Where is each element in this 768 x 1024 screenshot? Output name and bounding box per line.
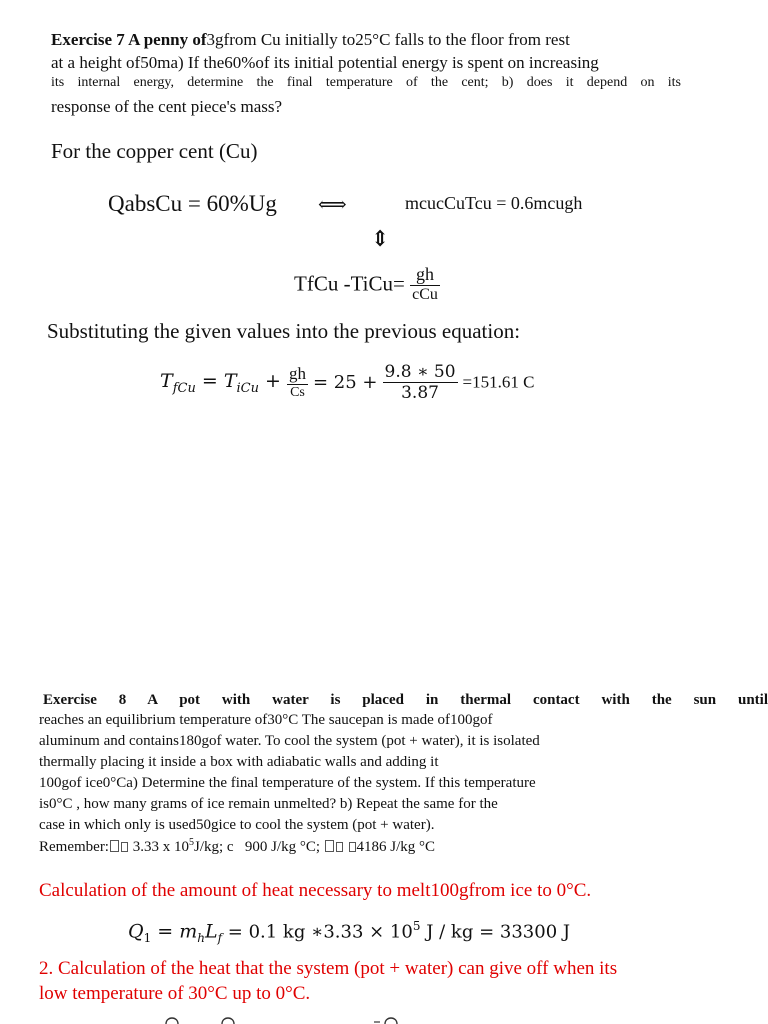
ex7-title: Exercise 7 A penny of: [51, 30, 207, 49]
remember-exponent: 5: [188, 837, 194, 848]
eq1-arrow: ⟺: [318, 194, 347, 216]
q1-L: L: [204, 920, 218, 943]
ex8-line4: thermally placing it inside a box with adiabatic walls and adding it: [39, 754, 439, 770]
q1-equation: [128, 919, 570, 945]
eq3-icu: iCu: [236, 380, 259, 396]
eq3-fraction1: [287, 364, 308, 401]
remember-label: Remember:: [39, 839, 109, 855]
calc-heading-1: Calculation of the amount of heat necessary to melt100gfrom ice to 0°C.: [39, 880, 592, 901]
eq2-left: TfCu -TiCu=: [294, 271, 405, 296]
eq3-lhs: [160, 369, 287, 396]
ex7-substituting: Substituting the given values into the previous equation:: [47, 319, 521, 343]
ex7-subheading: For the copper cent (Cu): [51, 139, 258, 163]
ex7-line1-text: 3gfrom Cu initially to25°C falls to the floor from rest: [206, 30, 570, 49]
eq2-denominator: cCu: [412, 286, 438, 303]
eq3-denominator1: Cs: [290, 385, 305, 400]
ex8-line3: aluminum and contains180gof water. To cool the system (pot + water), it is isolated: [39, 733, 540, 749]
missing-glyph-icon: [121, 842, 128, 852]
q1-m: m: [179, 920, 198, 943]
ex7-line4: response of the cent piece's mass?: [51, 97, 283, 116]
q1-rest2: J / kg = 33300 J: [420, 921, 571, 943]
eq3-plus: +: [259, 369, 287, 392]
q1-eq: =: [151, 920, 180, 943]
eq3-result: =151.61 C: [462, 372, 535, 392]
eq2-numerator: gh: [410, 264, 440, 286]
eq3-equals: =: [195, 369, 224, 392]
missing-glyph-icon: [110, 840, 119, 852]
down-arrow-icon: ⇕: [371, 226, 390, 251]
ex8-remember: [39, 837, 435, 856]
ex7-line1: [51, 30, 570, 50]
q1-sup: 5: [412, 919, 421, 933]
eq3-numerator2: 9.8 ∗ 50: [384, 362, 456, 382]
calc-heading-2-line2: low temperature of 30°C up to 0°C.: [39, 983, 311, 1004]
q1-h: h: [197, 931, 205, 946]
eq1-right: mcucCuTcu = 0.6mcugh: [405, 193, 583, 213]
q1-rest1: = 0.1 kg ∗3.33 × 10: [222, 921, 413, 943]
eq3-T: T: [160, 369, 173, 392]
ex7-line3: its internal energy, determine the final temperature of the cent; b) does it depend on its: [51, 75, 681, 90]
ex8-line1: Exercise 8 A pot with water is placed in thermal contact with the sun until: [43, 692, 768, 708]
remember-unit: J/kg; c: [193, 839, 234, 855]
missing-glyph-icon: [325, 840, 334, 852]
cut-off-equation: [160, 1014, 420, 1024]
remember-aluminum-heat: 900 J/kg °C;: [244, 839, 321, 855]
eq3-Ti: T: [223, 369, 237, 392]
eq2: [294, 264, 440, 304]
q1-f: f: [217, 931, 223, 946]
q1-Q: Q: [128, 920, 144, 943]
remember-water-heat: 4186 J/kg °C: [356, 839, 436, 855]
eq3-mid: = 25 +: [313, 372, 378, 393]
calc-heading-2-line1: 2. Calculation of the heat that the system (pot + water) can give off when its: [39, 958, 618, 979]
q1-sub: 1: [143, 931, 152, 946]
eq2-fraction: [410, 264, 440, 304]
missing-glyph-icon: [349, 842, 356, 852]
remember-latent-heat: 3.33 x 10: [132, 839, 189, 855]
eq3: [160, 362, 534, 403]
eq3-denominator2: 3.87: [401, 383, 439, 403]
missing-glyph-icon: [336, 842, 343, 852]
eq3-fraction2: [383, 362, 458, 403]
ex8-line7: case in which only is used50gice to cool the system (pot + water).: [39, 817, 435, 833]
ex8-line6: is0°C , how many grams of ice remain unmelted? b) Repeat the same for the: [39, 796, 498, 812]
ex8-line2: reaches an equilibrium temperature of30°C The saucepan is made of100gof: [39, 712, 493, 728]
eq3-numerator1: gh: [289, 364, 306, 383]
eq3-fcu: fCu: [172, 380, 196, 396]
ex7-line2: at a height of50ma) If the60%of its initial potential energy is spent on increasing: [51, 53, 599, 72]
ex8-line5: 100gof ice0°Ca) Determine the final temperature of the system. If this temperature: [39, 775, 536, 791]
eq1-left: QabsCu = 60%Ug: [108, 191, 277, 216]
